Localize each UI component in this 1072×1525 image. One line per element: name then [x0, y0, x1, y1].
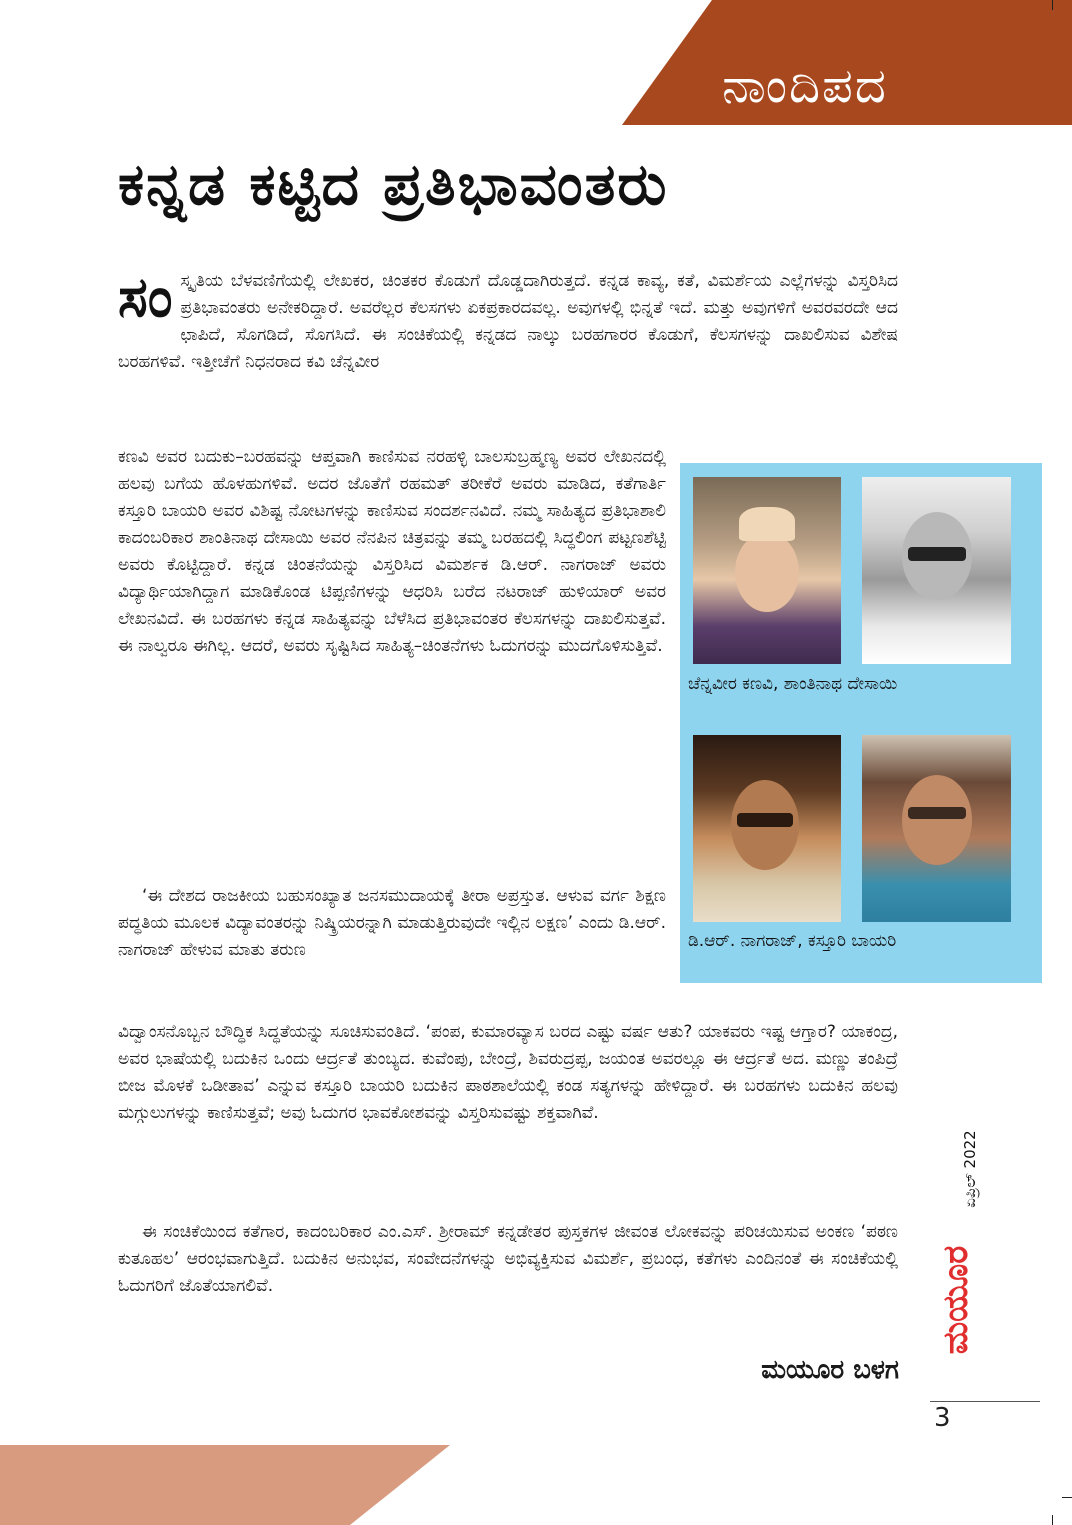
continuation-text: ವಿದ್ವಾಂಸನೊಬ್ಬನ ಬೌದ್ಧಿಕ ಸಿದ್ಧತೆಯನ್ನು ಸೂಚಿಸುವಂತಿದೆ. ‘ಪಂಪ, ಕುಮಾರವ್ಯಾಸ ಬರದ ಎಷ್ಟು ವರ್ಷ ಆತು? ಯಾಕವರು ಇಷ್ಟ ಆಗ್ತಾರ? ಯಾಕಂದ್ರ, ಅವರ ಭಾಷೆಯಲ್ಲಿ ಬದುಕಿನ ಒಂದು ಆರ್ದ್ರತೆ ತುಂಬ್ಯದ. ಕುವೆಂಪು, ಬೇಂದ್ರೆ, ಶಿವರುದ್ರಪ್ಪ, ಜಯಂತ ಅವರಲ್ಲೂ ಈ ಆರ್ದ್ರತೆ ಅದ. ಮಣ್ಣು ತಂಪಿದ್ರೆ ಬೀಜ ಮೊಳಕೆ ಒಡೀತಾವ’ ಎನ್ನುವ ಕಸ್ತೂರಿ ಬಾಯರಿ ಬದುಕಿನ ಪಾಠಶಾಲೆಯಲ್ಲಿ ಕಂಡ ಸತ್ಯಗಳನ್ನು ಹೇಳಿದ್ದಾರೆ. ಈ ಬರಹಗಳು ಬದುಕಿನ ಹಲವು ಮಗ್ಗುಲುಗಳನ್ನು ಕಾಣಿಸುತ್ತವೆ; ಅವು ಓದುಗರ ಭಾವಕೋಶವನ್ನು ವಿಸ್ತರಿಸುವಷ್ಟು ಶಕ್ತವಾಗಿವೆ. — [118, 1022, 898, 1123]
portrait-face — [735, 532, 799, 612]
drop-cap: ಸಂ — [118, 265, 173, 330]
crop-mark-top — [1052, 0, 1053, 10]
quote-paragraph — [118, 883, 666, 964]
signature: ಮಯೂರ ಬಳಗ — [761, 1355, 899, 1385]
intro-text: ಸ್ಕೃತಿಯ ಬೆಳವಣಿಗೆಯಲ್ಲಿ ಲೇಖಕರ, ಚಿಂತಕರ ಕೊಡುಗೆ ದೊಡ್ಡದಾಗಿರುತ್ತದೆ. ಕನ್ನಡ ಕಾವ್ಯ, ಕತೆ, ವಿಮರ್ಶೆಯ ಎಲ್ಲೆಗಳನ್ನು ವಿಸ್ತರಿಸಿದ ಪ್ರತಿಭಾವಂತರು ಅನೇಕರಿದ್ದಾರೆ. ಅವರೆಲ್ಲರ ಕೆಲಸಗಳು ಏಕಪ್ರಕಾರದವಲ್ಲ. ಅವುಗಳಲ್ಲಿ ಭಿನ್ನತೆ ಇದೆ. ಮತ್ತು ಅವುಗಳಿಗೆ ಅವರವರದೇ ಆದ ಛಾಪಿದೆ, ಸೊಗಡಿದೆ, ಸೊಗಸಿದೆ. ಈ ಸಂಚಿಕೆಯಲ್ಲಿ ಕನ್ನಡದ ನಾಲ್ಕು ಬರಹಗಾರರ ಕೊಡುಗೆ, ಕೆಲಸಗಳನ್ನು ದಾಖಲಿಸುವ ವಿಶೇಷ ಬರಹಗಳಿವೆ. ಇತ್ತೀಚೆಗೆ ನಿಧನರಾದ ಕವಿ ಚೆನ್ನವೀರ — [118, 271, 898, 372]
portrait-face — [902, 775, 972, 865]
crop-mark-right — [1062, 1497, 1072, 1498]
photo-dr-nagaraj — [693, 735, 841, 922]
section-label: ನಾಂದಿಪದ — [722, 58, 888, 114]
continuation-paragraph — [118, 1019, 898, 1127]
photo-caption-bottom: ಡಿ.ಆರ್. ನಾಗರಾಜ್, ಕಸ್ತೂರಿ ಬಾಯರಿ — [688, 931, 897, 951]
issue-date: ಏಪ್ರಿಲ್ 2022 — [961, 1130, 979, 1208]
photo-kasturi-bayari — [862, 735, 1011, 922]
glasses — [737, 813, 793, 827]
photo-shantinatha-desai — [862, 477, 1011, 664]
magazine-brand: ಮಯೂರ — [936, 1245, 976, 1355]
glasses — [908, 807, 966, 819]
wrap-text: ಕಣವಿ ಅವರ ಬದುಕು–ಬರಹವನ್ನು ಆಪ್ತವಾಗಿ ಕಾಣಿಸುವ ನರಹಳ್ಳಿ ಬಾಲಸುಬ್ರಹ್ಮಣ್ಯ ಅವರ ಲೇಖನದಲ್ಲಿ ಹಲವು ಬಗೆಯ ಹೊಳಹುಗಳಿವೆ. ಅದರ ಜೊತೆಗೆ ರಹಮತ್ ತರೀಕೆರೆ ಅವರು ಮಾಡಿದ, ಕತೆಗಾರ್ತಿ ಕಸ್ತೂರಿ ಬಾಯರಿ ಅವರ ವಿಶಿಷ್ಟ ನೋಟಗಳನ್ನು ಕಾಣಿಸುವ ಸಂದರ್ಶನವಿದೆ. ನಮ್ಮ ಸಾಹಿತ್ಯದ ಪ್ರತಿಭಾಶಾಲಿ ಕಾದಂಬರಿಕಾರ ಶಾಂತಿನಾಥ ದೇಸಾಯಿ ಅವರ ನೆನಪಿನ ಚಿತ್ರವನ್ನು ತಮ್ಮ ಬರಹದಲ್ಲಿ ಸಿದ್ಧಲಿಂಗ ಪಟ್ಟಣಶೆಟ್ಟಿ ಅವರು ಕೊಟ್ಟಿದ್ದಾರೆ. ಕನ್ನಡ ಚಿಂತನೆಯನ್ನು ವಿಸ್ತರಿಸಿದ ವಿಮರ್ಶಕ ಡಿ.ಆರ್. ನಾಗರಾಜ್ ಅವರು ವಿದ್ಯಾರ್ಥಿಯಾಗಿದ್ದಾಗ ಮಾಡಿಕೊಂಡ ಟಿಪ್ಪಣಿಗಳನ್ನು ಆಧರಿಸಿ ಬರೆದ ನಟರಾಜ್ ಹುಳಿಯಾರ್ ಅವರ ಲೇಖನವಿದೆ. ಈ ಬರಹಗಳು ಕನ್ನಡ ಸಾಹಿತ್ಯವನ್ನು ಬೆಳೆಸಿದ ಪ್ರತಿಭಾವಂತರ ಕೆಲಸಗಳನ್ನು ದಾಖಲಿಸುತ್ತವೆ. ಈ ನಾಲ್ವರೂ ಈಗಿಲ್ಲ. ಆದರೆ, ಅವರು ಸೃಷ್ಟಿಸಿದ ಸಾಹಿತ್ಯ–ಚಿಂತನೆಗಳು ಓದುಗರನ್ನು ಮುದಗೊಳಿಸುತ್ತಿವೆ. — [118, 447, 666, 656]
crop-mark-bottom — [1052, 1515, 1053, 1525]
closing-paragraph — [118, 1219, 898, 1300]
closing-text: ಈ ಸಂಚಿಕೆಯಿಂದ ಕತೆಗಾರ, ಕಾದಂಬರಿಕಾರ ಎಂ.ಎಸ್. ಶ್ರೀರಾಮ್ ಕನ್ನಡೇತರ ಪುಸ್ತಕಗಳ ಜೀವಂತ ಲೋಕವನ್ನು ಪರಿಚಯಿಸುವ ಅಂಕಣ ‘ಪಠಣ ಕುತೂಹಲ’ ಆರಂಭವಾಗುತ್ತಿದೆ. ಬದುಕಿನ ಅನುಭವ, ಸಂವೇದನೆಗಳನ್ನು ಅಭಿವ್ಯಕ್ತಿಸುವ ವಿಮರ್ಶೆ, ಪ್ರಬಂಧ, ಕತೆಗಳು ಎಂದಿನಂತೆ ಈ ಸಂಚಿಕೆಯಲ್ಲಿ ಓದುಗರಿಗೆ ಜೊತೆಯಾಗಲಿವೆ. — [118, 1222, 898, 1296]
wrap-paragraph — [118, 444, 666, 660]
footer-band — [0, 1445, 450, 1525]
intro-paragraph — [118, 265, 898, 376]
photo-chennaveera-kanavi — [693, 477, 841, 664]
quote-text: ‘ಈ ದೇಶದ ರಾಜಕೀಯ ಬಹುಸಂಖ್ಯಾತ ಜನಸಮುದಾಯಕ್ಕೆ ತೀರಾ ಅಪ್ರಸ್ತುತ. ಆಳುವ ವರ್ಗ ಶಿಕ್ಷಣ ಪದ್ಧತಿಯ ಮೂಲಕ ವಿದ್ಯಾವಂತರನ್ನು ನಿಷ್ಕ್ರಿಯರನ್ನಾಗಿ ಮಾಡುತ್ತಿರುವುದೇ ಇಲ್ಲಿನ ಲಕ್ಷಣ’ ಎಂದು ಡಿ.ಆರ್. ನಾಗರಾಜ್ ಹೇಳುವ ಮಾತು ತರುಣ — [118, 886, 666, 960]
page-number: 3 — [934, 1403, 951, 1433]
photo-caption-top: ಚೆನ್ನವೀರ ಕಣವಿ, ಶಾಂತಿನಾಥ ದೇಸಾಯಿ — [688, 674, 898, 694]
portrait-cap — [739, 507, 795, 541]
glasses — [908, 547, 966, 561]
page-number-rule — [930, 1401, 1040, 1402]
article-title: ಕನ್ನಡ ಕಟ್ಟಿದ ಪ್ರತಿಭಾವಂತರು — [118, 150, 669, 218]
